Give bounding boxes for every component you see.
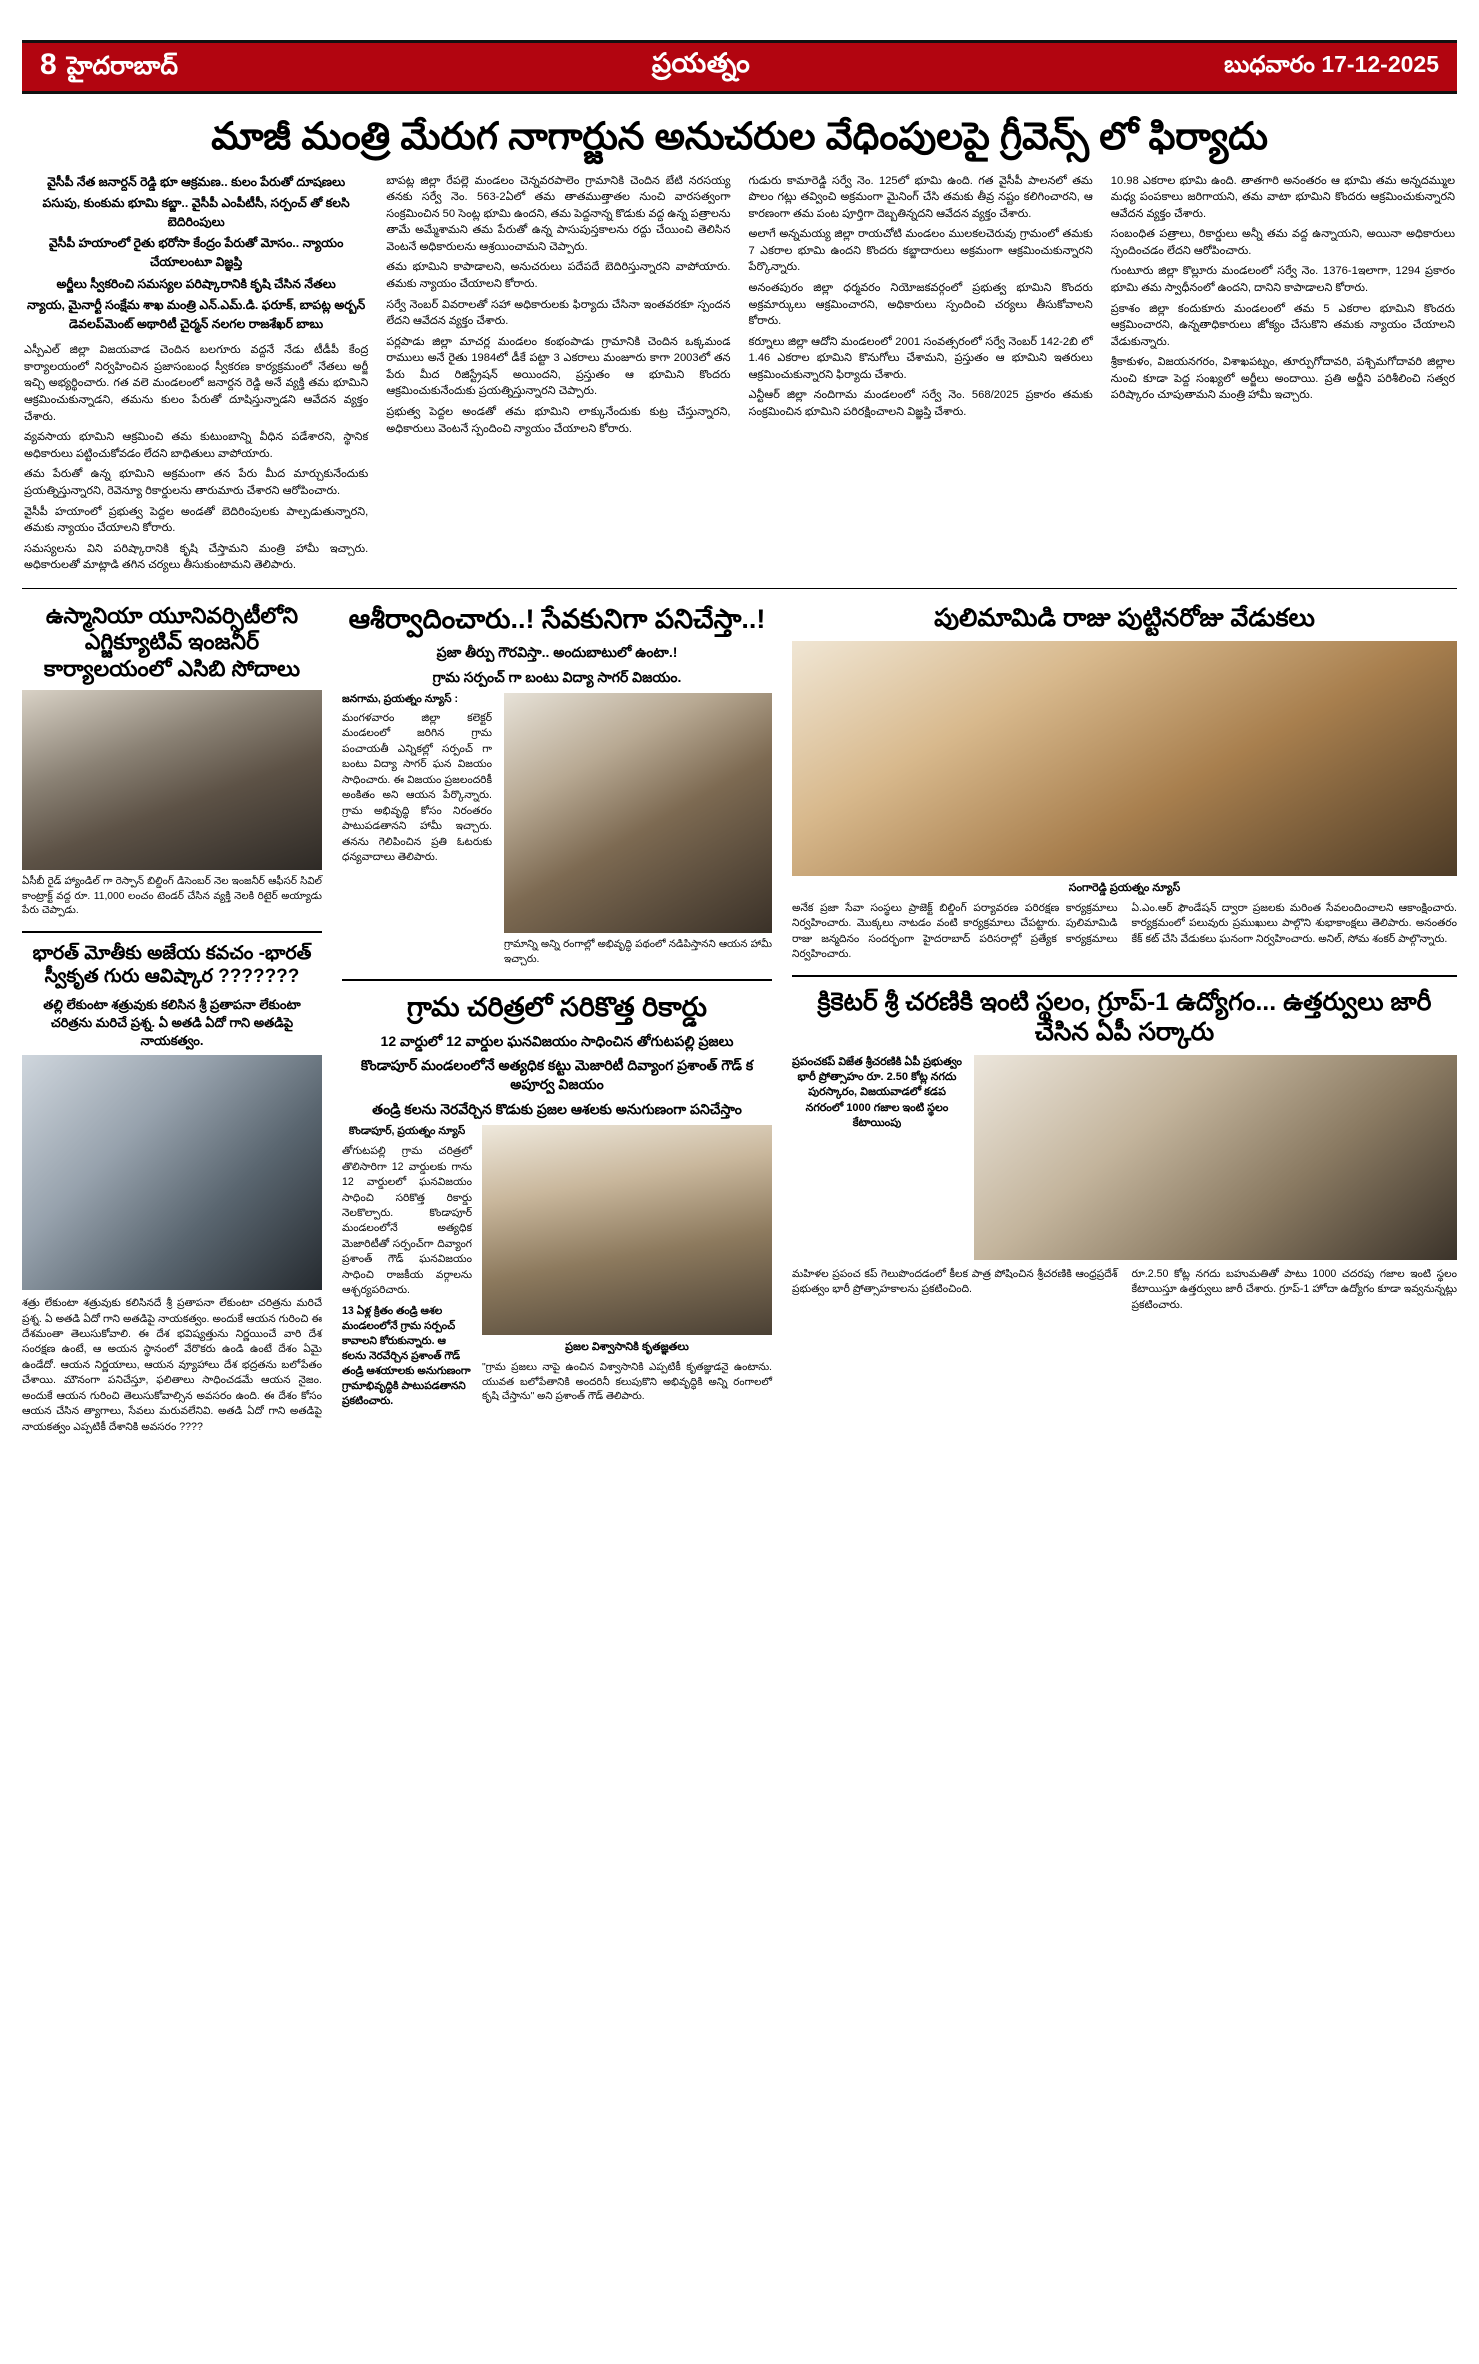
masthead-bar [22,40,1457,94]
sarpanch-byline: జనగామ, ప్రయత్నం న్యూస్ : [342,692,458,705]
record-caption-title: ప్రజల విశ్వాసానికి కృతజ్ఞతలు [565,1341,689,1354]
paragraph: 10.98 ఎకరాల భూమి ఉంది. తాతగారి అనంతరం ఆ భూమి తమ అన్నదమ్ముల మధ్య పంపకాలు జరిగాయని, తమ వాటా భూమిని కొందరు ఆక్రమించుకున్నారని ఆవేదన వ్యక్తం చేశారు. [1110,174,1455,220]
sarpanch-caption: గ్రామాన్ని అన్ని రంగాల్లో అభివృద్ధి పథంలో నడిపిస్తానని ఆయన హామీ ఇచ్చారు. [504,938,772,965]
paragraph: సమస్యలను విని పరిష్కారానికి కృషి చేస్తామని మంత్రి హామీ ఇచ్చారు. అధికారులతో మాట్లాడి తగిన చర్యలు తీసుకుంటామని తెలిపారు. [24,542,369,572]
paragraph: ప్రకాశం జిల్లా కందుకూరు మండలంలో తమ 5 ఎకరాల భూమిని కొందరు ఆక్రమించారని, ఉన్నతాధికారులు జోక్యం చేసుకొని తమకు న్యాయం చేయాలని వేడుకున్నారు. [1110,302,1455,348]
record-subhead-1: 12 వార్డులో 12 వార్డుల ఘనవిజయం సాధించిన తోగుటపల్లి ప్రజలు [380,1032,734,1049]
divider [342,979,772,981]
cricketer-body-left: మహిళల ప్రపంచ కప్ గెలుపొందడంలో కీలక పాత్ర పోషించిన శ్రీచరణికి ఆంధ్రప్రదేశ్ ప్రభుత్వం భారీ ప్రోత్సాహకాలను ప్రకటించింది. [792,1267,1118,1296]
middle-stack [342,603,772,1447]
acb-caption: ఏసీబీ రైడ్ హ్యాండిల్ గా రెస్పాన్ బిల్డింగ్ డిసెంబర్ నెల ఇంజనీర్ ఆఫీసర్ సివిల్ కాంట్రాక్ట్ వద్ద రూ. 11,000 లంచం టెండర్ చేసిన వ్యక్తి నెలకి రిటైర్ అయ్యాడు పేరు చెప్పాడు. [22,875,322,917]
cricketer-subhead: ప్రపంచకప్ విజేత శ్రీచరణికి ఏపీ ప్రభుత్వం భారీ ప్రోత్సాహం రూ. 2.50 కోట్ల నగదు పురస్కారం, విజయవాడలో కడప నగరంలో 1000 గజాల ఇంటి స్థలం కేటాయింపు [792,1055,962,1130]
paragraph: తమ పేరుతో ఉన్న భూమిని అక్రమంగా తన పేరు మీద మార్చుకునేందుకు ప్రయత్నిస్తున్నారని, రెవెన్యూ రికార్డులను తారుమారు చేశారని ఆరోపించారు. [24,468,369,497]
left-stack [22,603,322,1447]
birthday-byline: సంగారెడ్డి ప్రయత్నం న్యూస్ [1068,881,1181,894]
paragraph: పర్లపాడు జిల్లా మాచర్ల మండలం కంభంపాడు గ్రామానికి చెందిన ఒక్కమండ రాములు అనే రైతు 1984లో డీకే పట్టా 3 ఎకరాలు మంజూరు కాగా 2003లో తన పేరు మీద రిజిస్ట్రేషన్ అయిందని, ప్రస్తుతం ఆ భూమిని కొందరు ఆక్రమించుకునేందుకు ప్రయత్నిస్తున్నారని చెప్పారు. [386,335,731,398]
lead-column-4 [1111,173,1455,578]
article-birthday [792,603,1457,963]
acb-raid-photo [22,690,322,870]
paragraph: బాపట్ల జిల్లా రేపల్లె మండలం చెన్నవరపాలెం గ్రామానికి చెందిన బేటి నరసయ్య తనకు సర్వే నెం. 563-2ఏలో తమ తాతముత్తాతల నుంచి వారసత్వంగా సంక్రమించిన 50 సెంట్ల భూమి ఉందని, తమ పెద్దనాన్న కొడుకు వద్ద ఉన్న పత్రాలను తామే అమ్మేశామని తమ పేరుతో ఉన్న పాసుపుస్తకాలను రద్దు చేయించి తెలిసిన వెంటనే అధికారులను ఆశ్రయించామని చెప్పారు. [386,174,731,253]
couple-prashanth-gowd-photo [482,1125,772,1335]
record-midhead: 13 ఏళ్ల క్రితం తండ్రి ఆశల మండలంలోనే గ్రామ సర్పంచ్ కావాలని కోరుకున్నారు. ఆ కలను నెరవేర్చిన ప్రశాంత్ గౌడ్ తండ్రి ఆశయాలకు అనుగుణంగా గ్రామాభివృద్ధికి పాటుపడతానని ప్రకటించారు. [342,1304,471,1407]
subheadline: పసుపు, కుంకుమ భూమి కబ్జా.. వైసీపీ ఎంపీటీసీ, సర్పంచ్ తో కలసి బెదిరింపులు [42,195,350,229]
ajit-body: శత్రు లేకుంటా శత్రువుకు కలిసినదే శ్రీ ప్రతాపనా లేకుంటా చరిత్రను మరిచే ప్రశ్న. ఏ అతడి ఏదో గాని అతడిపై నాయకత్వం. అందుకే ఆయన గురించి ఈ దేశమంతా తెలుసుకోవాలి. ఈ దేశ భవిష్యత్తును నిర్ణయించే వారి దేశ సంరక్షణ ఉంటే, ఆ అయన స్థానంలో వేరొకరు ఉండి ఉంటే దేశం ఏమై ఉండేదో. ఆయన నిర్ణయాలు, ఆయన వ్యూహాలు దేశ భద్రతను బలోపేతం చేశాయి. మౌనంగా పనిచేస్తూ, ఫలితాలు సాధించడమే ఆయన నైజం. అందుకే ఆయన గురించి తెలుసుకోవాల్సిన అవసరం ఉంది. ఈ దేశం కోసం ఆయన చేసిన త్యాగాలు, సేవలు మరువలేనివి. అతడి ఏదో గాని అతడిపై నాయకత్వం ఎప్పటికీ దేశానికి అవసరం ???? [22,1297,322,1433]
lead-column-3 [749,173,1093,578]
record-caption-text: "గ్రామ ప్రజలు నాపై ఉంచిన విశ్వాసానికి ఎప్పటికీ కృతజ్ఞుడనై ఉంటాను. యువత బలోపేతానికి అందరినీ కలుపుకొని అభివృద్ధికి అన్ని రంగాలలో కృషి చేస్తాను" అని ప్రశాంత్ గౌడ్ తెలిపారు. [482,1362,772,1403]
paragraph: శ్రీకాకుళం, విజయనగరం, విశాఖపట్నం, తూర్పుగోదావరి, పశ్చిమగోదావరి జిల్లాల నుంచి కూడా పెద్ద సంఖ్యలో అర్జీలు అందాయి. ప్రతి అర్జీని పరిశీలించి సత్వర పరిష్కారం చూపుతామని మంత్రి హామీ ఇచ్చారు. [1110,356,1455,402]
sarpanch-vidya-sagar-photo [504,693,772,933]
sarpanch-body: మంగళవారం జిల్లా కలెక్టర్ మండలంలో జరిగిన గ్రామ పంచాయతీ ఎన్నికల్లో సర్పంచ్ గా బంటు విద్యా సాగర్ ఘన విజయం సాధించారు. ఈ విజయం ప్రజలందరికీ అంకితం అని ఆయన పేర్కొన్నారు. గ్రామ అభివృద్ధి కోసం నిరంతరం పాటుపడతానని హామీ ఇచ్చారు. తనను గెలిపించిన ప్రతి ఓటరుకు ధన్యవాదాలు తెలిపారు. [342,711,492,864]
paragraph: అనంతపురం జిల్లా ధర్మవరం నియోజకవర్గంలో ప్రభుత్వ భూమిని కొందరు అక్రమార్కులు ఆక్రమించారని, అధికారులు స్పందించి చర్యలు తీసుకోవాలని కోరారు. [748,282,1093,328]
sarpanch-headline: ఆశీర్వాదించారు..! సేవకునిగా పనిచేస్తా..! [348,603,766,634]
edition-city: హైదరాబాద్ [66,51,179,80]
birthday-body-left: అనేక ప్రజా సేవా సంస్థలు ప్రాజెక్ట్ బిల్డింగ్ పర్యావరణ పరిరక్షణ కార్యక్రమాలు నిర్వహించారు. మొక్కలు నాటడం వంటి కార్యక్రమాలు చేపట్టారు. పులిమామిడి రాజు జన్మదినం సందర్భంగా హైదరాబాద్ పరిసరాల్లో ప్రత్యేక కార్యక్రమాలు నిర్వహించారు. [792,901,1118,961]
lead-article-body [22,173,1457,578]
lead-headline: మాజీ మంత్రి మేరుగ నాగార్జున అనుచరుల వేధింపులపై గ్రీవెన్స్ లో ఫిర్యాదు [211,116,1268,158]
record-byline: కొండాపూర్, ప్రయత్నం న్యూస్ [348,1125,466,1138]
masthead-left [40,48,178,87]
paragraph: ఎన్టీఆర్ జిల్లా నందిగామ మండలంలో సర్వే నెం. 568/2025 ప్రకారం తమకు సంక్రమించిన భూమిని పరిరక్షించాలని విజ్ఞప్తి చేశారు. [748,389,1093,419]
newspaper-title: ప్రయత్నం [651,48,751,78]
paragraph: గుడురు కామారెడ్డి సర్వే నెం. 125లో భూమి ఉంది. గత వైసీపీ పాలనలో తమ పొలం గట్లు తవ్వించి అక్రమంగా మైనింగ్ చేసి తమకు తీవ్ర నష్టం కలిగించారని, ఆ కారణంగా తమ పంట పూర్తిగా దెబ్బతిన్నదని ఆవేదన వ్యక్తం చేశారు. [748,174,1093,220]
paragraph: అలాగే అన్నమయ్య జిల్లా రాయచోటి మండలం ములకలచెరువు గ్రామంలో తమకు 7 ఎకరాల భూమి ఉందని కొందరు కబ్జాదారులు అక్రమంగా ఆక్రమించుకున్నారని పేర్కొన్నారు. [748,228,1093,274]
issue-date: బుధవారం 17-12-2025 [1224,50,1439,77]
subheadline: వైసీపీ నేత జనార్దన్ రెడ్డి భూ ఆక్రమణ.. కులం పేరుతో దూషణలు [47,174,346,189]
article-ajit-doval [22,943,322,1435]
lead-col1-text [24,342,368,574]
cricketer-body-right: రూ.2.50 కోట్ల నగదు బహుమతితో పాటు 1000 చదరపు గజాల ఇంటి స్థలం కేటాయిస్తూ ఉత్తర్వులు జారీ చేశారు. గ్రూప్-1 హోదా ఉద్యోగం కూడా ఇవ్వనున్నట్లు ప్రకటించారు. [1131,1267,1457,1311]
article-village-record [342,991,772,1412]
paragraph: గుంటూరు జిల్లా కొల్లూరు మండలంలో సర్వే నెం. 1376-1ఇలాగా, 1294 ప్రకారం భూమి తమ స్వాధీనంలో ఉందని, దానిని కాపాడాలని కోరారు. [1110,265,1455,295]
paragraph: కర్నూలు జిల్లా ఆదోని మండలంలో 2001 సంవత్సరంలో సర్వే నెంబర్ 142-2బి లో 1.46 ఎకరాల భూమిని కొనుగోలు చేశామని, ప్రస్తుతం ఆ భూమిని ఇతరులు ఆక్రమించుకున్నారని ఫిర్యాదు చేశారు. [748,335,1093,381]
paragraph: ప్రభుత్వ పెద్దల అండతో తమ భూమిని లాక్కునేందుకు కుట్ర చేస్తున్నారని, అధికారులు వెంటనే స్పందించి న్యాయం చేయాలని కోరారు. [386,406,731,435]
article-sarpanch-win [342,603,772,967]
ajit-subhead: తల్లి లేకుంటా శత్రువుకు కలిసిన శ్రీ ప్రతాపనా లేకుంటా చరిత్రను మరిచే ప్రశ్న. ఏ అతడి ఏదో గాని అతడిపై నాయకత్వం. [43,997,301,1048]
sarpanch-subhead-2: గ్రామ సర్పంచ్ గా బంటు విద్యా సాగర్ విజయం. [432,669,682,686]
record-body-left: తోగుటపల్లి గ్రామ చరిత్రలో తొలిసారిగా 12 వార్డులకు గాను 12 వార్డులలో ఘనవిజయం సాధించి సరికొత్త రికార్డు నెలకొల్పారు. కొండాపూర్ మండలంలోనే అత్యధిక మెజారిటీతో సర్పంచ్‌గా దివ్యాంగ ప్రశాంత్ గౌడ్ ఘనవిజయం సాధించి రాజకీయ వర్గాలను ఆశ్చర్యపరిచారు. [342,1145,472,1297]
ajit-doval-photo [22,1055,322,1290]
record-headline: గ్రామ చరిత్రలో సరికొత్త రికార్డు [407,992,707,1023]
record-subhead-3: తండ్రి కలను నెరవేర్చిన కొడుకు ప్రజల ఆశలకు అనుగుణంగా పనిచేస్తాం [372,1101,742,1118]
paragraph: వైసీపీ హయాంలో ప్రభుత్వ పెద్దల అండతో బెదిరింపులకు పాల్పడుతున్నారని, తమకు న్యాయం చేయాలని కోరారు. [24,505,369,535]
ajit-headline: భారత్ మోతీకు అజేయ కవచం -భారత్ స్వీకృత గురు ఆవిష్కార ??????? [32,942,312,987]
subheadline: అర్జీలు స్వీకరించి సమస్యల పరిష్కారానికి కృషి చేసిన నేతలు [56,276,336,291]
lower-sections [22,603,1457,1447]
divider [792,975,1457,977]
sarpanch-subhead-1: ప్రజా తీర్పు గౌరవిస్తా.. అందుబాటులో ఉంటా.! [436,644,678,661]
lead-column-2 [386,173,730,578]
birthday-group-photo [792,641,1457,876]
paragraph: వ్యవసాయ భూమిని ఆక్రమించి తమ కుటుంబాన్ని వీధిన పడేశారని, స్థానిక అధికారులు పట్టించుకోవడం లేదని బాధితులు వాపోయారు. [24,431,369,460]
birthday-body-right: ఏ.ఎం.ఆర్ ఫౌండేషన్ ద్వారా ప్రజలకు మరింత సేవలందించాలని ఆకాంక్షించారు. కార్యక్రమంలో పలువురు ప్రముఖులు పాల్గొని శుభాకాంక్షలు తెలిపారు. అనంతరం కేక్ కట్ చేసి వేడుకలు ఘనంగా నిర్వహించారు. అనిల్, సోమ శంకర్ పాల్గొన్నారు. [1131,901,1457,945]
cm-with-cricketer-photo [974,1055,1457,1260]
article-acb-raid [22,603,322,919]
birthday-headline: పులిమామిడి రాజు పుట్టినరోజు వేడుకలు [934,603,1315,632]
acb-headline: ఉస్మానియా యూనివర్సిటీలోని ఎగ్జిక్యూటివ్ ఇంజనీర్ కార్యాలయంలో ఎసిబి సోదాలు [43,602,301,681]
paragraph: సంబంధిత పత్రాలు, రికార్డులు అన్నీ తమ వద్ద ఉన్నాయని, అయినా అధికారులు స్పందించడం లేదని ఆరోపించారు. [1110,228,1455,257]
article-cricketer-reward [792,987,1457,1313]
page-number: 8 [40,47,57,81]
record-subhead-2: కొండాపూర్ మండలంలోనే అత్యధిక కట్టు మెజారిటీ దివ్యాంగ ప్రశాంత్ గౌడ్ క అపూర్వ విజయం [360,1057,754,1093]
paragraph: సర్వే నెంబర్ వివరాలతో సహా అధికారులకు ఫిర్యాదు చేసినా ఇంతవరకూ స్పందన లేదని ఆవేదన వ్యక్తం చేశారు. [386,298,731,328]
section-divider [22,588,1457,589]
divider [22,931,322,933]
subheadline: వైసీపీ హయాంలో రైతు భరోసా కేంద్రం పేరుతో మోసం.. న్యాయం చేయాలంటూ విజ్ఞప్తి [48,236,344,270]
cricketer-headline: క్రికెటర్ శ్రీ చరణికి ఇంటి స్థలం, గ్రూప్-1 ఉద్యోగం... ఉత్తర్వులు జారీ చేసిన ఏపీ సర్కారు [817,987,1432,1046]
lead-column-1 [24,173,368,578]
subheadline: న్యాయ, మైనార్టీ సంక్షేమ శాఖ మంత్రి ఎన్.ఎమ్.డి. ఫరూక్, బాపట్ల అర్బన్ డెవలప్‌మెంట్ అథారిటీ చైర్మన్ నలగల రాజశేఖర్ బాబు [27,297,366,332]
paragraph: ఎస్పీఎల్ జిల్లా విజయవాడ చెందిన బలగూరు వద్దనే నేడు టీడీపీ కేంద్ర కార్యాలయంలో నిర్వహించిన ప్రజాసంబంధ స్వీకరణ కార్యక్రమంలో నేతలు అర్జీ ఇచ్చి అభ్యర్థించారు. గత వలె మండలంలో జనార్దన రెడ్డి అనే వ్యక్తి తమ భూమిని ఆక్రమించుకున్నాడని, తమను కులం పేరుతో దూషిస్తున్నాడని ఆవేదన వ్యక్తం చేశారు. [24,344,369,423]
right-stack [792,603,1457,1447]
lead-subheadlines [24,173,368,335]
paragraph: తమ భూమిని కాపాడాలని, అనుచరులు పదేపదే బెదిరిస్తున్నారని వాపోయారు. తమకు న్యాయం చేయాలని కోరారు. [386,261,731,291]
